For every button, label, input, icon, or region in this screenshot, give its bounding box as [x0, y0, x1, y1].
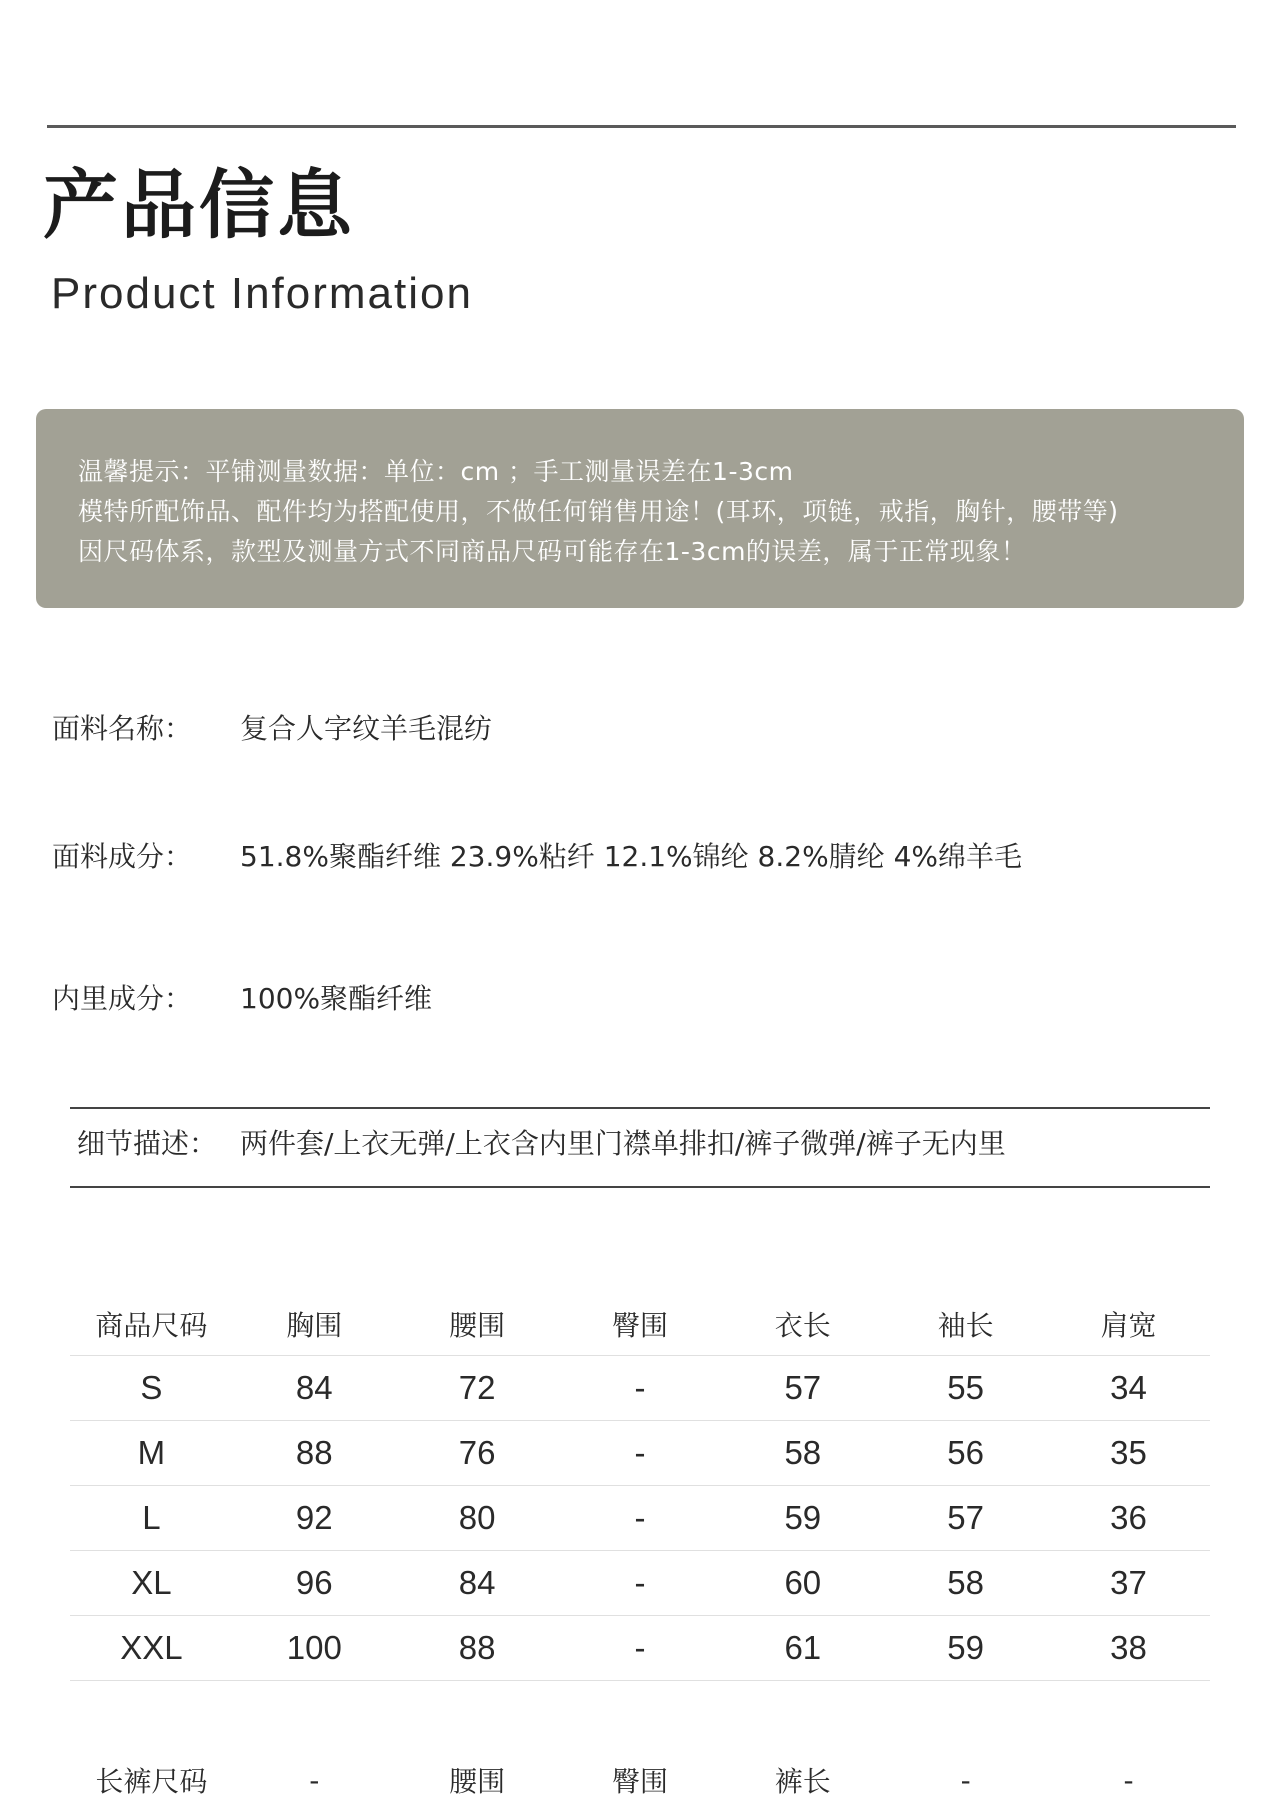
fabric-composition-label: 面料成分：: [52, 840, 193, 873]
table-cell: 88: [396, 1616, 559, 1681]
table-cell: L: [70, 1486, 233, 1551]
table-cell: 36: [1047, 1486, 1210, 1551]
table-cell: 92: [233, 1486, 396, 1551]
size-table: [70, 1293, 1210, 1681]
table-cell: 80: [396, 1486, 559, 1551]
table-cell: -: [559, 1551, 722, 1616]
notice-line: 温馨提示：平铺测量数据：单位：cm ；手工测量误差在1-3cm: [78, 457, 794, 486]
table-cell: 58: [884, 1551, 1047, 1616]
detail-top-divider: [70, 1107, 1210, 1109]
table-cell: 57: [721, 1356, 884, 1421]
table-cell: 55: [884, 1356, 1047, 1421]
header-cell: -: [309, 1763, 320, 1797]
detail-label: 细节描述：: [77, 1127, 218, 1160]
table-cell: 72: [396, 1356, 559, 1421]
fabric-name-row: [52, 712, 493, 745]
header-cell: 裤长: [774, 1765, 831, 1798]
notice-box: [36, 409, 1244, 608]
top-divider: [47, 125, 1236, 128]
detail-row: [77, 1127, 1006, 1160]
table-cell: 84: [396, 1551, 559, 1616]
lining-label: 内里成分：: [52, 982, 193, 1015]
header-cell: 腰围: [449, 1765, 506, 1798]
table-cell: 100: [233, 1616, 396, 1681]
table-cell: XL: [70, 1551, 233, 1616]
header-cell: 长裤尺码: [95, 1765, 208, 1798]
header-cell: 衣长: [721, 1293, 884, 1356]
size-table-header: [70, 1293, 1210, 1356]
table-cell: 61: [721, 1616, 884, 1681]
table-cell: 34: [1047, 1356, 1210, 1421]
fabric-name-value: 复合人字纹羊毛混纺: [240, 712, 493, 745]
page-title: 产品信息: [43, 161, 356, 249]
table-row: [70, 1486, 1210, 1551]
header-cell: 肩宽: [1047, 1293, 1210, 1356]
table-cell: 84: [233, 1356, 396, 1421]
fabric-composition-value: 51.8%聚酯纤维 23.9%粘纤 12.1%锦纶 8.2%腈纶 4%绵羊毛: [240, 840, 1023, 873]
table-row: [70, 1356, 1210, 1421]
table-cell: -: [559, 1421, 722, 1486]
table-cell: 60: [721, 1551, 884, 1616]
table-cell: -: [559, 1616, 722, 1681]
table-cell: 56: [884, 1421, 1047, 1486]
table-cell: 35: [1047, 1421, 1210, 1486]
table-cell: 58: [721, 1421, 884, 1486]
header-cell: 臀围: [559, 1293, 722, 1356]
table-cell: 76: [396, 1421, 559, 1486]
notice-line: 因尺码体系，款型及测量方式不同商品尺码可能存在1-3cm的误差，属于正常现象！: [78, 537, 1027, 566]
table-cell: 96: [233, 1551, 396, 1616]
page-subtitle: Product Information: [51, 269, 473, 318]
detail-value: 两件套/上衣无弹/上衣含内里门襟单排扣/裤子微弹/裤子无内里: [240, 1127, 1006, 1160]
table-cell: 59: [884, 1616, 1047, 1681]
header-cell: -: [960, 1763, 971, 1797]
header-cell: -: [1123, 1763, 1134, 1797]
table-cell: 38: [1047, 1616, 1210, 1681]
fabric-name-label: 面料名称：: [52, 712, 193, 745]
table-row: [70, 1551, 1210, 1616]
table-cell: XXL: [70, 1616, 233, 1681]
detail-bottom-divider: [70, 1186, 1210, 1188]
header-cell: 臀围: [611, 1765, 668, 1798]
table-cell: -: [559, 1356, 722, 1421]
table-cell: 59: [721, 1486, 884, 1551]
table-cell: M: [70, 1421, 233, 1486]
fabric-composition-row: [52, 840, 1023, 873]
pants-header-row: [70, 1753, 1210, 1807]
header-cell: 胸围: [233, 1293, 396, 1356]
table-cell: 37: [1047, 1551, 1210, 1616]
notice-line: 模特所配饰品、配件均为搭配使用，不做任何销售用途！(耳环，项链，戒指，胸针，腰带等): [78, 497, 1119, 526]
lining-value: 100%聚酯纤维: [240, 982, 433, 1015]
header-cell: 腰围: [396, 1293, 559, 1356]
table-cell: -: [559, 1486, 722, 1551]
table-cell: 57: [884, 1486, 1047, 1551]
pants-size-table: [70, 1753, 1210, 1807]
table-cell: 88: [233, 1421, 396, 1486]
table-cell: S: [70, 1356, 233, 1421]
table-row: [70, 1616, 1210, 1681]
header-cell: 袖长: [884, 1293, 1047, 1356]
table-row: [70, 1421, 1210, 1486]
lining-row: [52, 982, 433, 1015]
header-cell: 商品尺码: [70, 1293, 233, 1356]
